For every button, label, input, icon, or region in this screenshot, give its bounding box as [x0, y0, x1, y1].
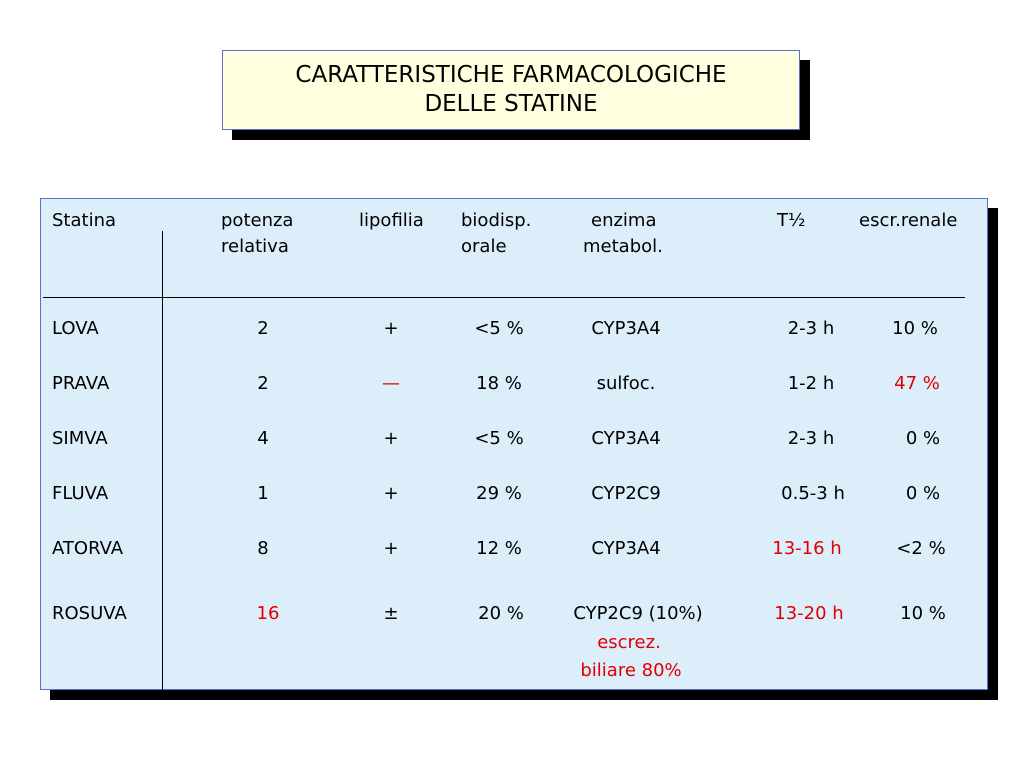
row-fluva-name: FLUVA [52, 483, 109, 504]
row-atorva-thalf: 13-16 h [772, 538, 842, 559]
row-simva-potenza: 4 [257, 428, 269, 449]
row-rosuva-name: ROSUVA [52, 603, 127, 624]
page-title [222, 50, 800, 130]
statins-table [40, 198, 988, 690]
header-biodisp: biodisp. [461, 210, 532, 231]
row-lova-escr: 10 % [892, 318, 938, 339]
row-prava-name: PRAVA [52, 373, 110, 394]
row-rosuva-lipofilia: ± [383, 603, 399, 624]
row-simva-biodisp: <5 % [474, 428, 524, 449]
header-enzima-2: metabol. [583, 236, 663, 257]
row-simva-lipofilia: + [383, 428, 399, 449]
title-line-2: DELLE STATINE [424, 91, 598, 117]
header-divider [43, 297, 965, 298]
row-rosuva-thalf: 13-20 h [774, 603, 844, 624]
row-lova-biodisp: <5 % [474, 318, 524, 339]
row-atorva-enzima: CYP3A4 [591, 538, 661, 559]
row-rosuva-note-1: escrez. [597, 632, 661, 653]
row-lova-thalf: 2-3 h [787, 318, 835, 339]
row-atorva-lipofilia: + [383, 538, 399, 559]
row-lova-name: LOVA [52, 318, 99, 339]
row-atorva-escr: <2 % [896, 538, 946, 559]
title-line-1: CARATTERISTICHE FARMACOLOGICHE [295, 62, 727, 88]
row-prava-thalf: 1-2 h [787, 373, 835, 394]
row-prava-lipofilia: — [382, 373, 400, 394]
header-statina: Statina [52, 210, 117, 231]
row-atorva-potenza: 8 [257, 538, 269, 559]
header-thalf: T½ [777, 210, 806, 231]
row-rosuva-note-2: biliare 80% [580, 660, 682, 681]
header-enzima: enzima [591, 210, 657, 231]
header-potenza: potenza [221, 210, 294, 231]
row-atorva-name: ATORVA [52, 538, 124, 559]
row-prava-enzima: sulfoc. [596, 373, 656, 394]
row-simva-enzima: CYP3A4 [591, 428, 661, 449]
header-lipofilia: lipofilia [359, 210, 424, 231]
row-simva-escr: 0 % [905, 428, 941, 449]
row-fluva-potenza: 1 [257, 483, 269, 504]
row-lova-potenza: 2 [257, 318, 269, 339]
row-prava-escr: 47 % [894, 373, 940, 394]
row-lova-lipofilia: + [383, 318, 399, 339]
row-prava-potenza: 2 [257, 373, 269, 394]
row-fluva-lipofilia: + [383, 483, 399, 504]
row-fluva-enzima: CYP2C9 [591, 483, 661, 504]
row-prava-biodisp: 18 % [476, 373, 522, 394]
row-atorva-biodisp: 12 % [476, 538, 522, 559]
header-escr: escr.renale [859, 210, 958, 231]
header-biodisp-2: orale [461, 236, 507, 257]
row-rosuva-enzima: CYP2C9 (10%) [573, 603, 703, 624]
row-fluva-biodisp: 29 % [476, 483, 522, 504]
row-rosuva-escr: 10 % [900, 603, 946, 624]
row-rosuva-biodisp: 20 % [478, 603, 524, 624]
header-potenza-2: relativa [221, 236, 289, 257]
row-fluva-thalf: 0.5-3 h [781, 483, 845, 504]
row-rosuva-potenza: 16 [256, 603, 280, 624]
row-simva-thalf: 2-3 h [787, 428, 835, 449]
row-fluva-escr: 0 % [905, 483, 941, 504]
row-simva-name: SIMVA [52, 428, 108, 449]
column-divider [162, 231, 163, 690]
row-lova-enzima: CYP3A4 [591, 318, 661, 339]
